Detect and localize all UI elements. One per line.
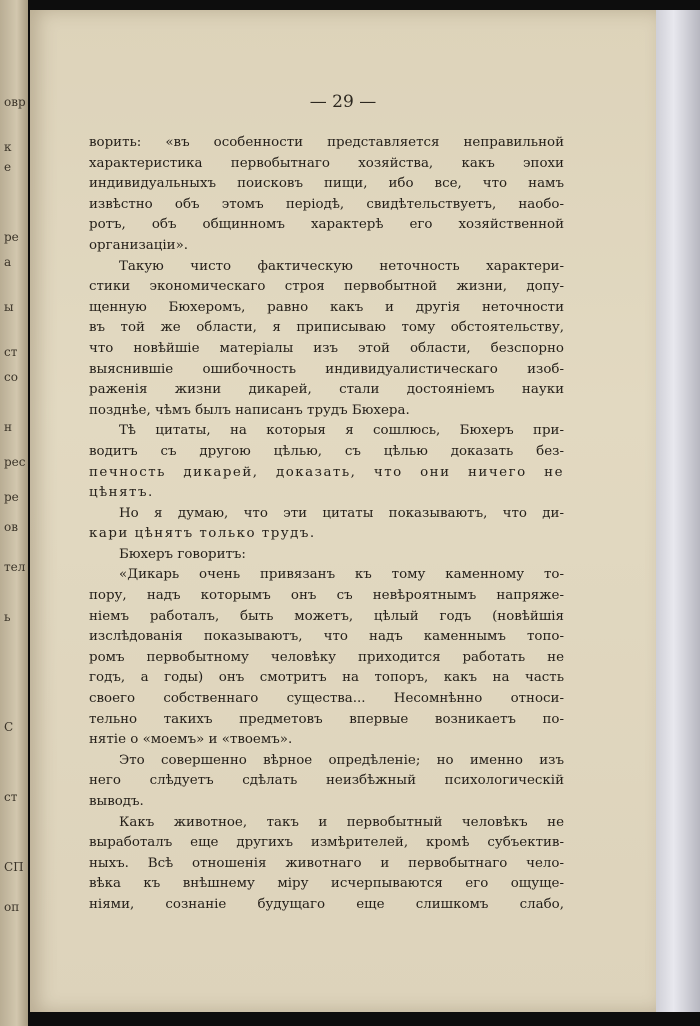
left-page-fragment: ре — [4, 490, 19, 504]
text-line: что новѣйшіе матеріалы изъ этой области, безспорно — [89, 340, 564, 356]
text-line: ворить: «въ особенности представляется неправильной — [89, 135, 564, 150]
left-page-fragment: ст — [4, 790, 18, 804]
text-line: своего собственнаго существа... Несомнѣнно относи- — [89, 691, 564, 707]
text-line: Такую чисто фактическую неточность характери- — [119, 258, 564, 274]
text-line: позднѣе, чѣмъ былъ написанъ трудъ Бюхера. — [89, 402, 410, 418]
page-body-text — [89, 133, 564, 916]
text-line: организаціи». — [89, 237, 189, 253]
text-line: печность дикарей, доказать, что они ничего не — [89, 464, 564, 480]
text-line: пору, надъ которымъ онъ съ невѣроятнымъ напряже- — [89, 588, 564, 604]
text-line: выяснившіе ошибочность индивидуалистическаго изоб- — [89, 361, 564, 377]
text-line: извѣстно объ этомъ періодѣ, свидѣтельствуетъ, наобо- — [89, 196, 564, 212]
text-line: выводъ. — [89, 794, 144, 809]
left-page-fragment: СП — [4, 860, 24, 874]
book-page — [30, 10, 656, 1012]
left-page-fragment: ст — [4, 345, 18, 359]
text-line: водитъ съ другою цѣлью, съ цѣлью доказать без- — [89, 443, 564, 459]
text-line: Бюхеръ говоритъ: — [119, 546, 246, 562]
left-page-fragment: н — [4, 420, 12, 434]
left-page-fragment: ы — [4, 300, 14, 314]
text-line: ротъ, объ общинномъ характерѣ его хозяйственной — [89, 217, 564, 233]
left-page-fragment: ов — [4, 520, 18, 534]
left-page-fragment: к — [4, 140, 12, 154]
text-line: изслѣдованія показываютъ, что надъ каменнымъ топо- — [89, 629, 564, 645]
left-page-fragment: тел — [4, 560, 26, 574]
text-line: Но я думаю, что эти цитаты показываютъ, что ди- — [119, 505, 564, 521]
text-line: въ той же области, я приписываю тому обстоятельству, — [89, 320, 564, 336]
left-page-fragment: рес — [4, 455, 26, 469]
text-line: выработалъ еще другихъ измѣрителей, кромѣ субъектив- — [89, 835, 564, 851]
text-line: тельно такихъ предметовъ впервые возникаетъ по- — [89, 711, 564, 727]
left-page-fragment: овр — [4, 95, 26, 109]
text-line: годъ, а годы) онъ смотритъ на топоръ, какъ на часть — [89, 670, 564, 686]
text-line: ніемъ работалъ, быть можетъ, цѣлый годъ (новѣйшія — [89, 608, 564, 624]
text-line: ніями, сознаніе будущаго еще слишкомъ слабо, — [89, 896, 564, 912]
text-line: него слѣдуетъ сдѣлать неизбѣжный психологическій — [89, 773, 564, 789]
text-line: цѣнятъ. — [89, 485, 154, 501]
left-page-fragment: С — [4, 720, 14, 734]
left-page-fragment: со — [4, 370, 18, 384]
text-line: раженія жизни дикарей, стали достояніемъ науки — [89, 382, 564, 398]
text-line: стики экономическаго строя первобытной жизни, допу- — [89, 279, 564, 295]
text-line: ныхъ. Всѣ отношенія животнаго и первобытнаго чело- — [89, 855, 564, 871]
text-line: нятіе о «моемъ» и «твоемъ». — [89, 732, 293, 748]
text-line: индивидуальныхъ поисковъ пищи, ибо все, что намъ — [89, 176, 564, 192]
left-page-fragment: е — [4, 160, 12, 174]
text-line: ромъ первобытному человѣку приходится работать не — [89, 649, 564, 665]
text-line: Это совершенно вѣрное опредѣленіе; но именно изъ — [119, 752, 564, 768]
text-line: «Дикарь очень привязанъ къ тому каменному то- — [119, 567, 564, 583]
left-facing-page-edge — [0, 0, 28, 1026]
text-line: Тѣ цитаты, на которыя я сошлюсь, Бюхеръ при- — [119, 423, 564, 439]
page-number: — 29 — — [309, 92, 377, 112]
text-line: щенную Бюхеромъ, равно какъ и другія неточности — [89, 299, 564, 315]
left-page-fragment: ре — [4, 230, 19, 244]
text-line: Какъ животное, такъ и первобытный человѣкъ не — [119, 814, 564, 830]
book-right-edge — [656, 10, 700, 1012]
text-line: характеристика первобытнаго хозяйства, какъ эпохи — [89, 155, 564, 171]
left-page-fragment: оп — [4, 900, 20, 914]
left-page-fragment: а — [4, 255, 12, 269]
left-page-fragment: ь — [4, 610, 11, 624]
text-line: кари цѣнятъ только трудъ. — [89, 526, 316, 542]
text-line: вѣка къ внѣшнему міру исчерпываются его ощуще- — [89, 876, 564, 892]
